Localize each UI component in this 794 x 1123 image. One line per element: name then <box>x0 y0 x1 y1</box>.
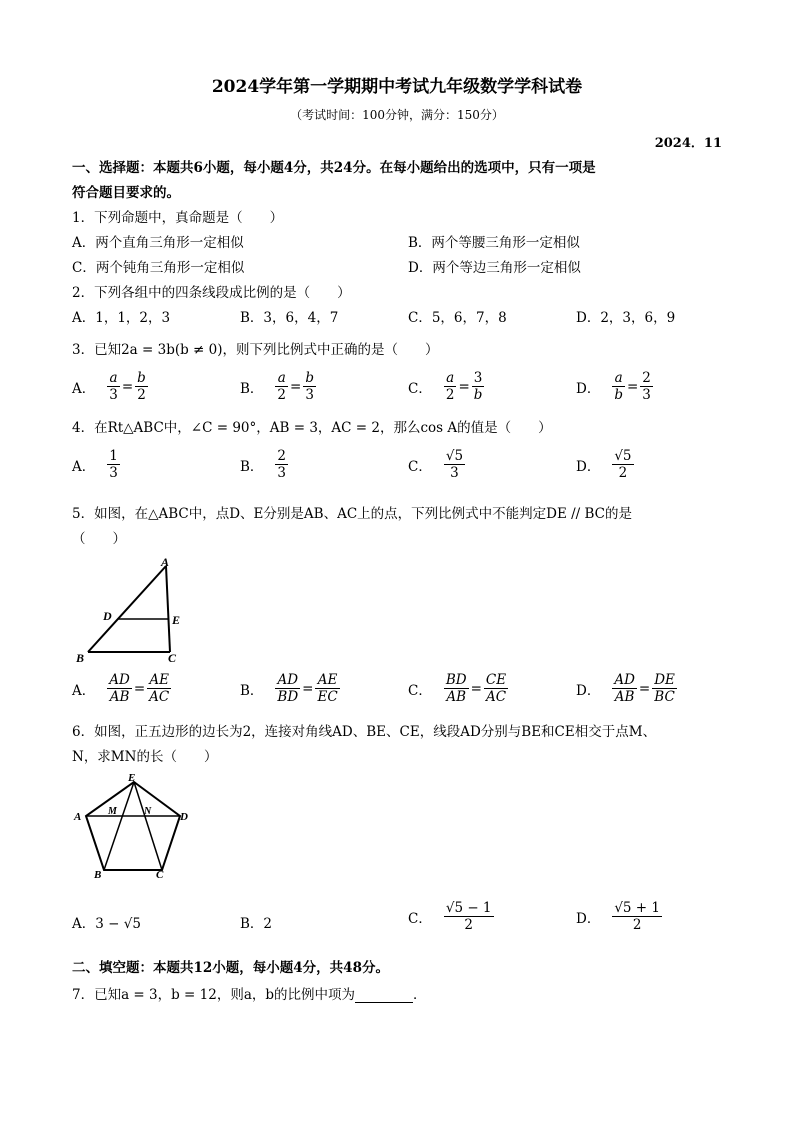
point-c-label: C <box>156 869 164 880</box>
fraction-numerator: BD <box>445 672 467 688</box>
exam-date: 2024．11 <box>654 136 722 151</box>
q4-stem: 4．在Rt△ABC中，∠C = 90°，AB = 3，AC = 2，那么cos A的值是（ ） <box>72 420 552 436</box>
fraction-denominator: AB <box>446 689 467 705</box>
q5-stem-cont: （ ） <box>72 531 126 547</box>
q7-line <box>72 983 427 1003</box>
point-n-label: N <box>144 806 152 817</box>
q7-end: ． <box>413 987 427 1003</box>
q6-option-c <box>408 900 496 933</box>
q5-option-b: B． $\frac{AD}{BD}$ = $\frac{AE}{EC}$ <box>240 672 338 705</box>
option-label: C． <box>408 380 432 397</box>
fraction-denominator: BD <box>277 689 299 705</box>
fraction-denominator: 2 <box>632 917 642 933</box>
q2-option-c: C．5，6，7，8 <box>408 310 507 326</box>
fraction-denominator: 3 <box>109 465 118 481</box>
fraction-numerator: 3 <box>472 370 485 387</box>
fraction-numerator: a <box>612 370 625 387</box>
q3-option-b: B． $\frac{a}{2}$ = $\frac{b}{3}$ <box>240 370 314 403</box>
q1-option-b: B．两个等腰三角形一定相似 <box>408 235 580 251</box>
fraction-denominator: 3 <box>277 465 287 481</box>
fraction-numerator: √5 <box>445 448 464 464</box>
q6-stem-cont: N，求MN的长（ ） <box>72 749 218 765</box>
point-e-label: E <box>172 613 181 627</box>
option-label: B． <box>240 682 264 699</box>
q4-option-c <box>408 448 467 481</box>
fraction-denominator: 2 <box>445 387 455 403</box>
fraction-denominator: 2 <box>277 387 287 403</box>
fraction-denominator: 3 <box>305 387 314 403</box>
q5-stem: 5．如图，在△ABC中，点D、E分别是AB、AC上的点，下列比例式中不能判定DE // BC的是 <box>72 506 633 522</box>
triangle-figure <box>72 556 192 668</box>
point-b-label: B <box>76 651 85 665</box>
q1-option-c: C．两个钝角三角形一定相似 <box>72 260 245 276</box>
option-label: A． <box>72 458 96 475</box>
q4-option-a <box>72 448 122 481</box>
fraction-denominator: AB <box>614 689 635 705</box>
fraction-denominator: AB <box>109 689 130 705</box>
pentagon-outline <box>86 782 180 870</box>
section1-heading: 一、选择题：本题共6小题，每小题4分，共24分。在每小题给出的选项中，只有一项是 <box>72 160 596 176</box>
q4-option-d <box>576 448 636 481</box>
fraction-numerator: a <box>444 370 457 387</box>
pentagon-figure <box>72 770 196 880</box>
q5-option-c: C． $\frac{BD}{AB}$ = $\frac{CE}{AC}$ <box>408 672 507 705</box>
point-d-label: D <box>180 811 188 823</box>
exam-info: （考试时间：100分钟，满分：150分） <box>290 108 504 122</box>
point-d-label: D <box>103 609 112 623</box>
fraction-numerator: AD <box>614 672 635 688</box>
option-label: C． <box>408 458 432 475</box>
q2-option-d: D．2，3，6，9 <box>576 310 676 326</box>
q5-option-d: D． $\frac{AD}{AB}$ = $\frac{DE}{BC}$ <box>576 672 675 705</box>
option-label: A． <box>72 682 96 699</box>
fraction-numerator: AD <box>275 672 300 689</box>
fraction-numerator: √5 + 1 <box>614 900 661 916</box>
option-label: B． <box>240 458 264 475</box>
fraction-denominator: b <box>473 387 483 403</box>
fraction-denominator: AC <box>149 689 170 705</box>
option-label: B． <box>240 380 264 397</box>
option-label: D． <box>576 380 601 397</box>
fraction-numerator: 2 <box>277 448 287 464</box>
q6-option-a: A．3 − √5 <box>72 916 141 932</box>
fraction-numerator: √5 − 1 <box>445 900 492 916</box>
fraction-denominator: 2 <box>137 387 146 403</box>
q5-option-a: A． $\frac{AD}{AB}$ = $\frac{AE}{AC}$ <box>72 672 170 705</box>
q1-stem: 1．下列命题中，真命题是（ ） <box>72 210 284 226</box>
point-m-label: M <box>108 806 117 817</box>
q4-option-b <box>240 448 290 481</box>
section2-heading: 二、填空题：本题共12小题，每小题4分，共48分。 <box>72 960 389 976</box>
page-title: 2024学年第一学期期中考试九年级数学学科试卷 <box>211 77 583 97</box>
q2-option-a: A．1，1，2，3 <box>72 310 171 326</box>
q3-option-d: D． $\frac{a}{b}$ = $\frac{2}{3}$ <box>576 370 651 403</box>
option-label: D． <box>576 458 601 475</box>
fraction-numerator: AD <box>109 672 130 688</box>
option-label: D． <box>576 682 601 699</box>
q6-option-d <box>576 900 664 933</box>
option-label: D． <box>576 910 601 927</box>
point-c-label: C <box>168 651 177 665</box>
diagonal-be <box>104 782 134 870</box>
fraction-numerator: a <box>107 370 120 387</box>
q1-option-d: D．两个等边三角形一定相似 <box>408 260 581 276</box>
option-label: C． <box>408 682 432 699</box>
fraction-numerator: b <box>137 370 146 386</box>
fraction-denominator: 2 <box>464 917 473 933</box>
fraction-numerator: CE <box>485 672 507 688</box>
fraction-numerator: AE <box>315 672 339 689</box>
q6-option-b: B．2 <box>240 916 273 932</box>
fraction-denominator: 3 <box>450 465 459 481</box>
fraction-numerator: a <box>275 370 288 387</box>
q3-option-a: A． $\frac{a}{3}$ = $\frac{b}{2}$ <box>72 370 146 403</box>
q1-option-a: A．两个直角三角形一定相似 <box>72 235 244 251</box>
option-label: A． <box>72 380 96 397</box>
fraction-numerator: DE <box>654 672 675 688</box>
fraction-denominator: EC <box>317 689 338 705</box>
fraction-numerator: 2 <box>642 370 651 386</box>
q7-answer-blank[interactable] <box>355 988 413 1003</box>
q7-stem: 7．已知a = 3，b = 12，则a，b的比例中项为 <box>72 987 356 1003</box>
point-a-label: A <box>74 811 82 823</box>
fraction-denominator: 3 <box>109 387 118 403</box>
section1-heading-cont: 符合题目要求的。 <box>72 185 180 201</box>
q6-stem: 6．如图，正五边形的边长为2，连接对角线AD、BE、CE，线段AD分别与BE和CE相交于点M、 <box>72 724 657 740</box>
fraction-numerator: b <box>305 370 314 386</box>
option-label: C． <box>408 910 432 927</box>
diagonal-ce <box>134 782 162 870</box>
point-b-label: B <box>94 869 102 880</box>
fraction-numerator: AE <box>147 672 171 689</box>
q3-stem: 3．已知2a = 3b(b ≠ 0)，则下列比例式中正确的是（ ） <box>72 342 439 358</box>
fraction-numerator: 1 <box>109 448 118 464</box>
fraction-numerator: √5 <box>614 448 632 464</box>
fraction-denominator: 3 <box>642 387 651 403</box>
point-e-label: E <box>128 772 136 784</box>
fraction-denominator: 2 <box>618 465 628 481</box>
line-ab <box>88 566 166 652</box>
fraction-denominator: AC <box>485 689 507 705</box>
point-a-label: A <box>161 556 170 569</box>
q3-option-c: C． $\frac{a}{2}$ = $\frac{3}{b}$ <box>408 370 483 403</box>
q2-option-b: B．3，6，4，7 <box>240 310 339 326</box>
line-ac <box>166 566 170 652</box>
q2-stem: 2．下列各组中的四条线段成比例的是（ ） <box>72 285 351 301</box>
fraction-denominator: b <box>614 387 623 403</box>
fraction-denominator: BC <box>654 689 675 705</box>
